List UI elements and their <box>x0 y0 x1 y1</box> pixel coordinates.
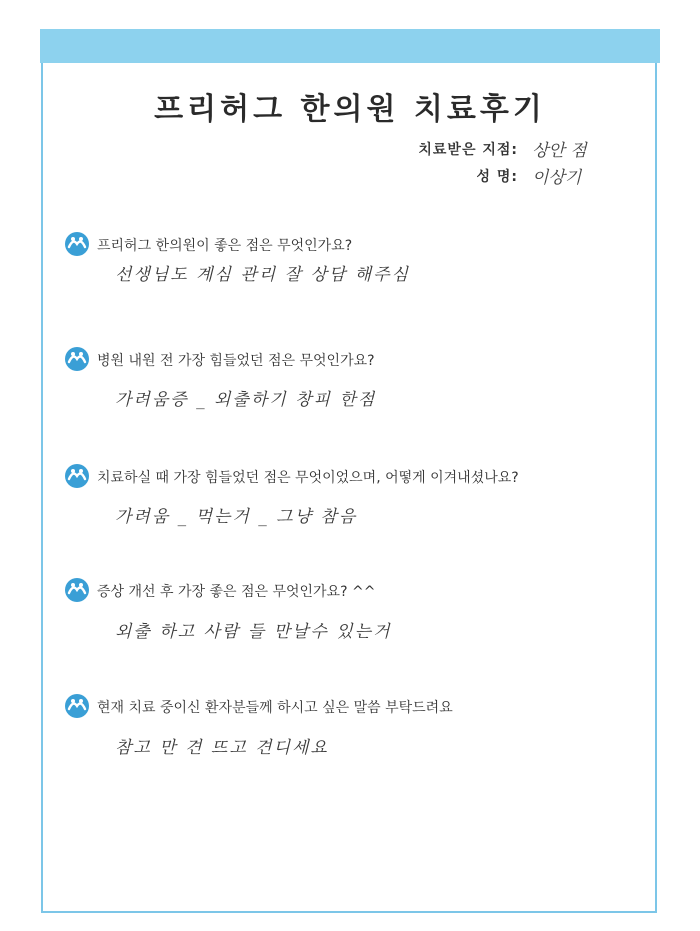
question-text: 치료하실 때 가장 힘들었던 점은 무엇이었으며, 어떻게 이겨내셨나요? <box>97 470 519 486</box>
question-3 <box>63 462 643 492</box>
hug-logo-icon <box>63 692 91 720</box>
answer-5: 참고 만 견 뜨고 견디세요 <box>115 738 329 758</box>
answer-1: 선생님도 계심 관리 잘 상담 해주심 <box>115 265 410 285</box>
hug-logo-icon <box>63 230 91 258</box>
question-text: 프리허그 한의원이 좋은 점은 무엇인가요? <box>97 238 353 254</box>
name-value: 이상기 <box>532 168 582 188</box>
question-5 <box>63 692 643 722</box>
answer-4: 외출 하고 사람 들 만날수 있는거 <box>115 622 392 642</box>
hug-logo-icon <box>63 576 91 604</box>
branch-label: 치료받은 지점: <box>418 142 518 158</box>
branch-value: 상안 점 <box>532 141 587 161</box>
question-text: 증상 개선 후 가장 좋은 점은 무엇인가요? ^^ <box>97 584 376 600</box>
hug-logo-icon <box>63 345 91 373</box>
page-title: 프리허그 한의원 치료후기 <box>154 92 546 127</box>
header-bar <box>40 29 660 63</box>
question-4 <box>63 576 643 606</box>
question-1 <box>63 230 643 260</box>
question-2 <box>63 345 643 375</box>
name-row <box>400 166 660 192</box>
question-text: 현재 치료 중이신 환자분들께 하시고 싶은 말씀 부탁드려요 <box>97 700 453 716</box>
name-label: 성 명: <box>476 169 518 185</box>
answer-2: 가려움증 _ 외출하기 창피 한점 <box>115 390 377 410</box>
hug-logo-icon <box>63 462 91 490</box>
branch-row <box>400 139 660 165</box>
question-text: 병원 내원 전 가장 힘들었던 점은 무엇인가요? <box>97 353 375 369</box>
answer-3: 가려움 _ 먹는거 _ 그냥 참음 <box>115 507 358 527</box>
